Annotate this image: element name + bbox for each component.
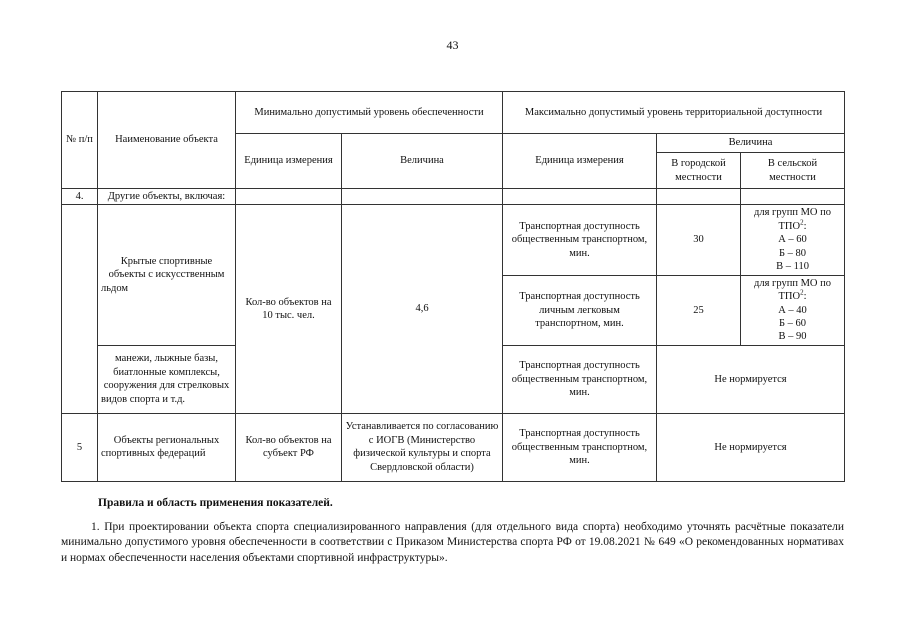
- row5-access: Транспортная доступность общественным транспортном, мин.: [503, 413, 657, 481]
- row4-access-public-2: Транспортная доступность общественным транспортном, мин.: [503, 345, 657, 413]
- row4-access-private: Транспортная доступность личным легковым транспортном, мин.: [503, 275, 657, 345]
- page-number: 43: [446, 38, 459, 52]
- header-unit: Единица измерения: [236, 134, 342, 189]
- row5-unit: Кол-во объектов на субъект РФ: [236, 413, 342, 481]
- row4-num: 4.: [62, 189, 98, 205]
- row4-rural-public: для групп МО по ТПО$^2$: А – 60 Б – 80 В – 110: [741, 205, 845, 275]
- rules-title: Правила и область применения показателей.: [98, 497, 333, 509]
- row5-num: 5: [62, 413, 98, 481]
- row4-access-public: Транспортная доступность общественным транспортном, мин.: [503, 205, 657, 275]
- header-name: Наименование объекта: [98, 92, 236, 189]
- row4-item-other: манежи, лыжные базы, биатлонные комплексы, сооружения для стрелковых видов спорта и т.д.: [98, 345, 236, 413]
- row4-urban-public: 30: [657, 205, 741, 275]
- header-value-2: Величина: [657, 134, 845, 153]
- row4-value: 4,6: [342, 205, 503, 413]
- header-min-level: Минимально допустимый уровень обеспеченности: [236, 92, 503, 134]
- row4-urban-private: 25: [657, 275, 741, 345]
- row5-name: Объекты региональных спортивных федераций: [98, 413, 236, 481]
- header-value: Величина: [342, 134, 503, 189]
- header-urban: В городской местности: [657, 153, 741, 189]
- rules-paragraph: 1. При проектировании объекта спорта специализированного направления (для отдельного вида спорта) необходимо уточнять расчётные показатели минимально допустимого уровня обеспеченности в соответствии с Приказом Министерства спорта РФ от 19.08.2021 № 649 «О рекомендованных нормативах и нормах обеспеченности населения объектами спортивной инфраструктуры».: [61, 521, 844, 564]
- standards-table: [61, 91, 845, 482]
- row5-not-normed: Не нормируется: [657, 413, 845, 481]
- row4-unit: Кол-во объектов на 10 тыс. чел.: [236, 205, 342, 413]
- row4-not-normed: Не нормируется: [657, 345, 845, 413]
- header-max-access: Максимально допустимый уровень территориальной доступности: [503, 92, 845, 134]
- row4-rural-private: для групп МО по ТПО$^2$: А – 40 Б – 60 В – 90: [741, 275, 845, 345]
- row4-item-ice: Крытые спортивные объекты с искусственным льдом: [98, 205, 236, 345]
- header-unit-2: Единица измерения: [503, 134, 657, 189]
- header-num: № п/п: [62, 92, 98, 189]
- row4-title: Другие объекты, включая:: [98, 189, 236, 205]
- row5-value: Устанавливается по согласованию с ИОГВ (Министерство физической культуры и спорта Свердловской области): [342, 413, 503, 481]
- header-rural: В сельской местности: [741, 153, 845, 189]
